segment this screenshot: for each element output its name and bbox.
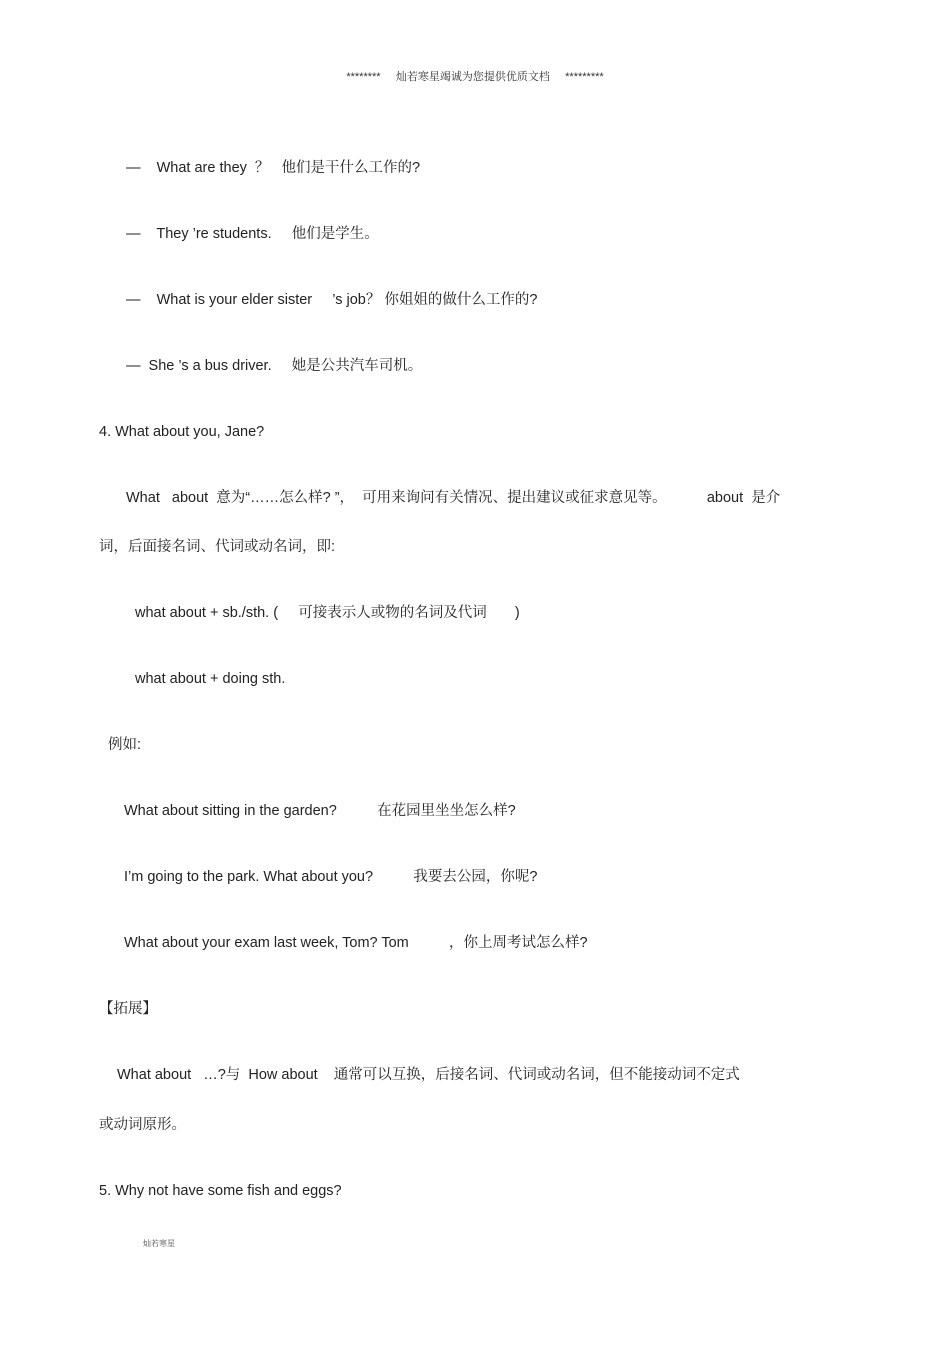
pattern-line-1: what about + sb./sth. ( 可接表示人或物的名词及代词 )	[135, 605, 520, 621]
explanation-line-1: What about 意为“……怎么样? ”， 可用来询问有关情况、提出建议或征求意见等。 about 是介	[126, 490, 781, 506]
section-heading-5: 5. Why not have some fish and eggs?	[99, 1183, 342, 1199]
page-header: ******** 灿若寒星竭诚为您提供优质文档 *********	[346, 71, 604, 83]
example-line-3: What about your exam last week, Tom? Tom ，你上周考试怎么样?	[124, 935, 588, 951]
explanation-line-2: 词，后面接名词、代词或动名词，即:	[99, 539, 336, 555]
dialogue-line-2: — They ’re students. 他们是学生。	[126, 226, 379, 242]
extension-line-1: What about …?与 How about 通常可以互换，后接名词、代词或动名词，但不能接动词不定式	[117, 1067, 740, 1083]
example-line-1: What about sitting in the garden? 在花园里坐坐怎么样?	[124, 803, 516, 819]
dialogue-line-4: — She ’s a bus driver. 她是公共汽车司机。	[126, 358, 423, 374]
pattern-line-2: what about + doing sth.	[135, 671, 286, 687]
dialogue-line-3: — What is your elder sister ’s job？ 你姐姐的做什么工作的?	[126, 292, 538, 308]
extension-heading: 【拓展】	[99, 1001, 157, 1017]
example-line-2: I’m going to the park. What about you? 我要去公园，你呢?	[124, 869, 538, 885]
page-footer: 灿若寒星	[143, 1239, 175, 1248]
dialogue-line-1: — What are they ？ 他们是干什么工作的?	[126, 160, 421, 176]
example-label: 例如:	[108, 737, 142, 753]
section-heading-4: 4. What about you, Jane?	[99, 424, 265, 440]
extension-line-2: 或动词原形。	[99, 1117, 186, 1133]
